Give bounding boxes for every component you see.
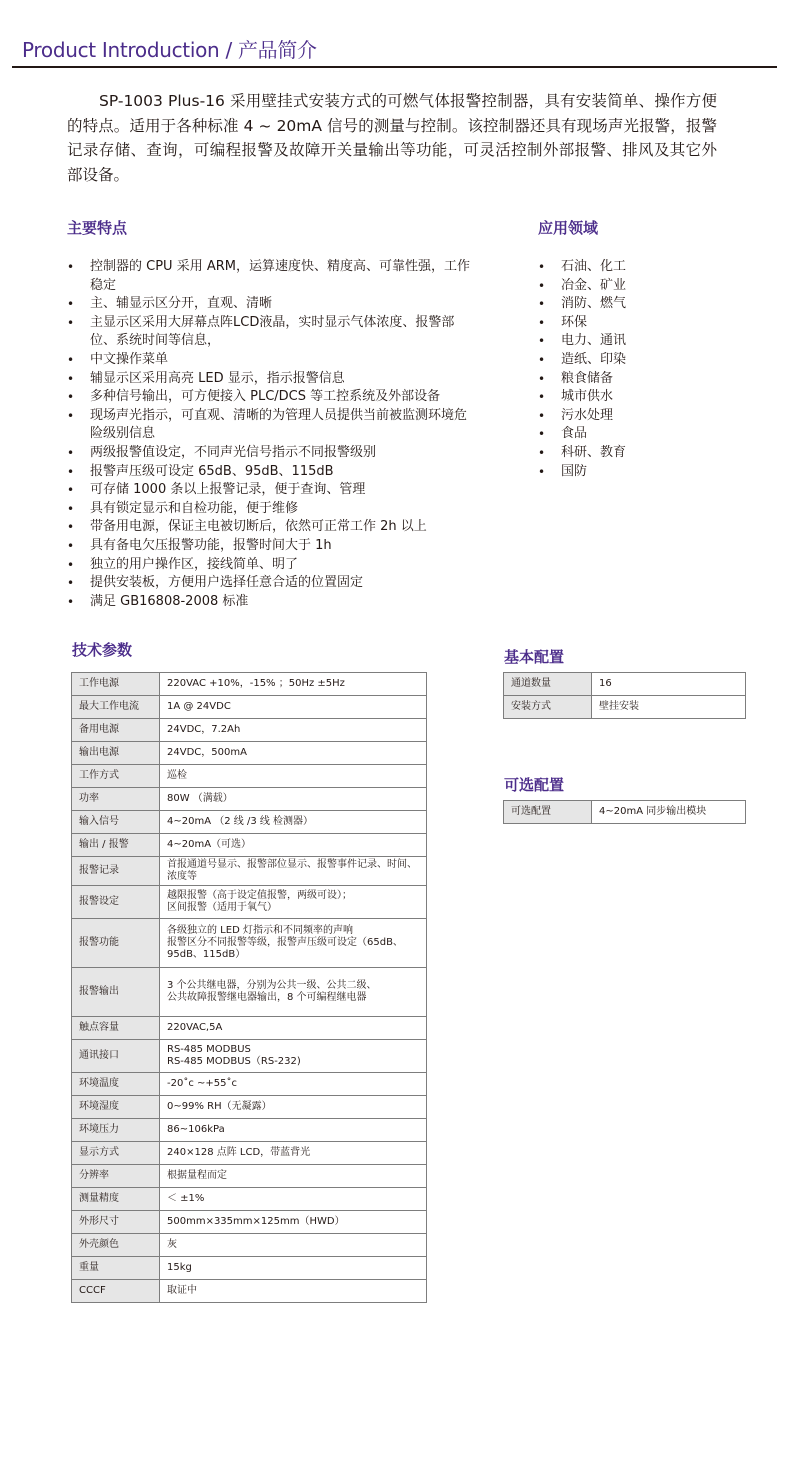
feature-item: • 现场声光指示，可直观、清晰的为管理人员提供当前被监测环境危险级别信息 — [67, 407, 479, 444]
param-value: 0~99% RH（无凝露） — [160, 1096, 427, 1119]
applications-list — [538, 258, 718, 481]
table-row — [72, 788, 427, 811]
table-row — [504, 801, 746, 824]
param-value: 取证中 — [160, 1280, 427, 1303]
feature-item: • 主、辅显示区分开，直观、清晰 — [67, 295, 479, 314]
table-row — [72, 742, 427, 765]
application-item: • 消防、燃气 — [538, 295, 718, 314]
table-row — [72, 765, 427, 788]
table-row — [504, 696, 746, 719]
param-name: 输入信号 — [72, 811, 160, 834]
feature-item: • 控制器的 CPU 采用 ARM，运算速度快、精度高、可靠性强，工作稳定 — [67, 258, 479, 295]
feature-item: • 提供安装板，方便用户选择任意合适的位置固定 — [67, 574, 479, 593]
param-name: 报警记录 — [72, 857, 160, 886]
param-name: 通讯接口 — [72, 1040, 160, 1073]
param-name: 通道数量 — [504, 673, 592, 696]
param-value: 越限报警（高于设定值报警，两级可设）； 区间报警（适用于氧气） — [160, 886, 427, 919]
param-value: 各级独立的 LED 灯指示和不同频率的声响 报警区分不同报警等级，报警声压级可设定（65dB、95dB、115dB） — [160, 919, 427, 968]
param-name: 最大工作电流 — [72, 696, 160, 719]
feature-item: • 多种信号输出，可方便接入 PLC/DCS 等工控系统及外部设备 — [67, 388, 479, 407]
param-name: 测量精度 — [72, 1188, 160, 1211]
optional-config-heading: 可选配置 — [504, 776, 565, 794]
param-name: 安装方式 — [504, 696, 592, 719]
application-item: • 石油、化工 — [538, 258, 718, 277]
param-value: -20˚c ~+55˚c — [160, 1073, 427, 1096]
table-row — [72, 1211, 427, 1234]
table-row — [72, 1234, 427, 1257]
table-row — [72, 1017, 427, 1040]
table-row — [72, 1119, 427, 1142]
param-value: 86~106kPa — [160, 1119, 427, 1142]
table-row — [72, 1280, 427, 1303]
param-value: 壁挂安装 — [592, 696, 746, 719]
param-value: 巡检 — [160, 765, 427, 788]
param-name: 环境湿度 — [72, 1096, 160, 1119]
param-value: 220VAC +10%，-15% ；50Hz ±5Hz — [160, 673, 427, 696]
applications-heading: 应用领域 — [538, 219, 599, 237]
application-item: • 国防 — [538, 463, 718, 482]
application-item: • 环保 — [538, 314, 718, 333]
table-row — [72, 968, 427, 1017]
table-row — [72, 673, 427, 696]
param-value: 1A @ 24VDC — [160, 696, 427, 719]
param-name: 工作方式 — [72, 765, 160, 788]
param-value: 16 — [592, 673, 746, 696]
param-value: 3 个公共继电器，分别为公共一级、公共二级、 公共故障报警继电器输出，8 个可编程继电器 — [160, 968, 427, 1017]
param-value: 4~20mA（可选） — [160, 834, 427, 857]
param-name: CCCF — [72, 1280, 160, 1303]
application-item: • 电力、通讯 — [538, 332, 718, 351]
param-name: 可选配置 — [504, 801, 592, 824]
intro-paragraph: SP-1003 Plus-16 采用壁挂式安装方式的可燃气体报警控制器，具有安装简单、操作方便的特点。适用于各种标准 4 ~ 20mA 信号的测量与控制。该控制器还具有现场声光报警，报警记录存储、查询，可编程报警及故障开关量输出等功能，可灵活控制外部报警、排风及其它外部设备。 — [67, 92, 717, 184]
feature-item: • 可存储 1000 条以上报警记录，便于查询、管理 — [67, 481, 479, 500]
features-heading: 主要特点 — [67, 219, 128, 237]
param-value: 500mm×335mm×125mm（HWD） — [160, 1211, 427, 1234]
feature-item: • 独立的用户操作区，接线简单、明了 — [67, 556, 479, 575]
application-item: • 食品 — [538, 425, 718, 444]
feature-item: • 具有锁定显示和自检功能，便于维修 — [67, 500, 479, 519]
application-item: • 污水处理 — [538, 407, 718, 426]
param-value: 24VDC，7.2Ah — [160, 719, 427, 742]
feature-item: • 中文操作菜单 — [67, 351, 479, 370]
application-item: • 科研、教育 — [538, 444, 718, 463]
param-name: 外形尺寸 — [72, 1211, 160, 1234]
param-value: 15kg — [160, 1257, 427, 1280]
table-row — [72, 811, 427, 834]
param-value: 根据量程而定 — [160, 1165, 427, 1188]
optional-config-table — [503, 800, 746, 824]
table-row — [72, 1188, 427, 1211]
param-name: 工作电源 — [72, 673, 160, 696]
table-row — [72, 1096, 427, 1119]
param-value: 4~20mA （2 线 /3 线 检测器） — [160, 811, 427, 834]
application-item: • 造纸、印染 — [538, 351, 718, 370]
tech-params-table — [71, 672, 427, 1303]
table-row — [72, 1165, 427, 1188]
table-row — [72, 1040, 427, 1073]
features-list — [67, 258, 479, 611]
page-title: Product Introduction / 产品简介 — [22, 38, 317, 62]
feature-item: • 辅显示区采用高亮 LED 显示，指示报警信息 — [67, 370, 479, 389]
param-name: 触点容量 — [72, 1017, 160, 1040]
param-name: 环境压力 — [72, 1119, 160, 1142]
param-value: 灰 — [160, 1234, 427, 1257]
table-row — [72, 1257, 427, 1280]
param-value: 4~20mA 同步输出模块 — [592, 801, 746, 824]
feature-item: • 具有备电欠压报警功能，报警时间大于 1h — [67, 537, 479, 556]
param-name: 报警设定 — [72, 886, 160, 919]
basic-config-heading: 基本配置 — [504, 648, 565, 666]
param-name: 外壳颜色 — [72, 1234, 160, 1257]
table-row — [72, 886, 427, 919]
param-name: 报警功能 — [72, 919, 160, 968]
table-row — [72, 1142, 427, 1165]
param-value: 首报通道号显示、报警部位显示、报警事件记录、时间、浓度等 — [160, 857, 427, 886]
table-row — [72, 919, 427, 968]
feature-item: • 报警声压级可设定 65dB、95dB、115dB — [67, 463, 479, 482]
table-row — [72, 696, 427, 719]
feature-item: • 两级报警值设定，不同声光信号指示不同报警级别 — [67, 444, 479, 463]
param-name: 输出 / 报警 — [72, 834, 160, 857]
table-row — [72, 1073, 427, 1096]
application-item: • 城市供水 — [538, 388, 718, 407]
param-value: ＜ ±1% — [160, 1188, 427, 1211]
basic-config-table — [503, 672, 746, 719]
table-row — [72, 834, 427, 857]
param-name: 重量 — [72, 1257, 160, 1280]
param-value: 24VDC，500mA — [160, 742, 427, 765]
param-name: 分辨率 — [72, 1165, 160, 1188]
title-divider — [12, 66, 777, 68]
table-row — [72, 857, 427, 886]
param-value: 220VAC,5A — [160, 1017, 427, 1040]
table-row — [72, 719, 427, 742]
param-value: 240×128 点阵 LCD，带蓝背光 — [160, 1142, 427, 1165]
param-value: 80W （满载） — [160, 788, 427, 811]
param-name: 显示方式 — [72, 1142, 160, 1165]
feature-item: • 主显示区采用大屏幕点阵LCD液晶，实时显示气体浓度、报警部位、系统时间等信息， — [67, 314, 479, 351]
param-name: 功率 — [72, 788, 160, 811]
feature-item: • 带备用电源，保证主电被切断后，依然可正常工作 2h 以上 — [67, 518, 479, 537]
table-row — [504, 673, 746, 696]
param-name: 备用电源 — [72, 719, 160, 742]
param-value: RS-485 MODBUS RS-485 MODBUS（RS-232) — [160, 1040, 427, 1073]
feature-item: • 满足 GB16808-2008 标准 — [67, 593, 479, 612]
param-name: 环境温度 — [72, 1073, 160, 1096]
param-name: 报警输出 — [72, 968, 160, 1017]
application-item: • 冶金、矿业 — [538, 277, 718, 296]
param-name: 输出电源 — [72, 742, 160, 765]
application-item: • 粮食储备 — [538, 370, 718, 389]
tech-params-heading: 技术参数 — [72, 641, 133, 659]
